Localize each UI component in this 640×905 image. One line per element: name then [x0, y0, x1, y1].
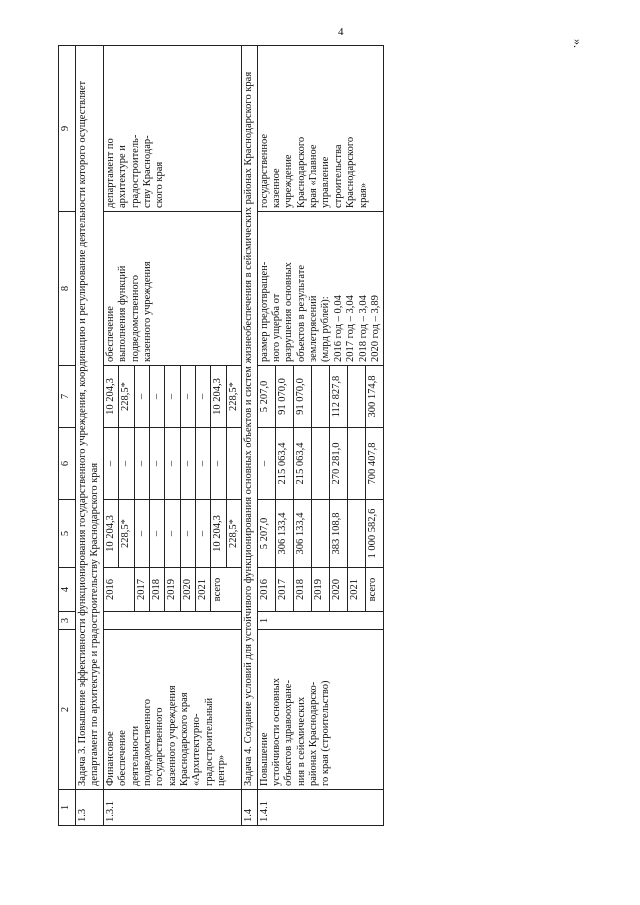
- header-cell: 4: [59, 568, 76, 612]
- value-cell-total: 228,5*: [226, 500, 241, 568]
- value-cell-regional: [347, 366, 365, 428]
- program-measures-table: [58, 45, 384, 826]
- value-cell-regional: –: [134, 366, 149, 428]
- row141-number: 1.4.1: [257, 790, 384, 826]
- header-cell: 8: [59, 212, 76, 366]
- value-cell-federal: 215 063,4: [293, 428, 311, 500]
- row131-number: 1.3.1: [103, 790, 241, 826]
- year-cell: 2019: [165, 568, 180, 612]
- value-cell-total: [347, 500, 365, 568]
- value-cell-regional: 91 070,0: [293, 366, 311, 428]
- value-cell-federal: –: [180, 428, 195, 500]
- row141-executor: государственное казенное учреждение Краснодарского края «Главное управление строительства Краснодарского края»: [257, 46, 384, 212]
- year-cell: 2017: [134, 568, 149, 612]
- row131-name: Финансовое обеспечение деятельности подведомственного государственного казенного учреждения Краснодарского края «Архитектурно- градостроительный центр»: [103, 630, 241, 790]
- value-cell-federal: 215 063,4: [275, 428, 293, 500]
- value-cell-total: –: [196, 500, 211, 568]
- value-cell-federal: –: [149, 428, 164, 500]
- row131-executor: департамент по архитектуре и градостроитель- ству Краснодар- ского края: [103, 46, 241, 212]
- value-cell-total: 306 133,4: [275, 500, 293, 568]
- year-cell: 2020: [329, 568, 347, 612]
- value-cell-federal: –: [134, 428, 149, 500]
- row131-result: обеспечение выполнения функций подведомственного казенного учреждения: [103, 212, 241, 366]
- header-cell: 7: [59, 366, 76, 428]
- header-cell: 9: [59, 46, 76, 212]
- header-cell: 2: [59, 630, 76, 790]
- value-cell-regional: 228,5*: [226, 366, 241, 428]
- year-cell: 2016: [103, 568, 134, 612]
- value-cell-total: –: [180, 500, 195, 568]
- value-cell-total: 10 204,3: [103, 500, 118, 568]
- task3-text: Задача 3. Повышение эффективности функционирования государственного учреждения, координацию и регулирование деятельности которого осуществляет департамент по архитектуре и градостроительству Краснодарского края: [76, 46, 104, 790]
- header-cell: 3: [59, 612, 76, 630]
- value-cell-regional: –: [180, 366, 195, 428]
- year-cell: 2019: [311, 568, 329, 612]
- row141-col3: 1: [257, 612, 384, 630]
- year-cell: 2018: [293, 568, 311, 612]
- value-cell-federal: [311, 428, 329, 500]
- value-cell-federal: –: [103, 428, 118, 500]
- value-cell-total: 306 133,4: [293, 500, 311, 568]
- task3-number: 1.3: [76, 790, 104, 826]
- value-cell-federal: [226, 428, 241, 500]
- table-row: [257, 46, 275, 826]
- row131-col3: [103, 612, 241, 630]
- header-cell: 6: [59, 428, 76, 500]
- value-cell-total: 1 000 582,6: [366, 500, 384, 568]
- value-cell-regional: –: [165, 366, 180, 428]
- task4-row: [242, 46, 257, 826]
- value-cell-federal: –: [165, 428, 180, 500]
- value-cell-regional: [311, 366, 329, 428]
- value-cell-regional: –: [196, 366, 211, 428]
- header-cell: 5: [59, 500, 76, 568]
- value-cell-federal: 700 407,8: [366, 428, 384, 500]
- value-cell-regional: 10 204,3: [103, 366, 118, 428]
- value-cell-federal: –: [196, 428, 211, 500]
- row141-name: Повышение устойчивости основных объектов здравоохране- ния в сейсмических районах Краснодарско- го края (строительство): [257, 630, 384, 790]
- page-number: 4: [338, 26, 344, 38]
- value-cell-total: –: [165, 500, 180, 568]
- value-cell-federal: [347, 428, 365, 500]
- year-cell: 2016: [257, 568, 275, 612]
- value-cell-federal: –: [119, 428, 134, 500]
- value-cell-total: 10 204,3: [211, 500, 226, 568]
- header-cell: 1: [59, 790, 76, 826]
- row141-result: размер предотвращен- ного ущерба от разрушения основных объектов в результате землетрясений (млрд рублей): 2016 год – 0,04 2017 год – 3,04 2018 год – 3,04 2020 год – 3,89: [257, 212, 384, 366]
- value-cell-total: –: [149, 500, 164, 568]
- year-cell: всего: [211, 568, 242, 612]
- value-cell-total: 383 108,8: [329, 500, 347, 568]
- table-row: [103, 46, 118, 826]
- value-cell-federal: –: [257, 428, 275, 500]
- value-cell-total: 5 207,0: [257, 500, 275, 568]
- value-cell-regional: 228,5*: [119, 366, 134, 428]
- value-cell-federal: –: [211, 428, 226, 500]
- header-row: [59, 46, 76, 826]
- task4-number: 1.4: [242, 790, 257, 826]
- value-cell-regional: 5 207,0: [257, 366, 275, 428]
- year-cell: 2021: [196, 568, 211, 612]
- value-cell-total: 228,5*: [119, 500, 134, 568]
- year-cell: 2018: [149, 568, 164, 612]
- closing-quote-mark: ».: [571, 39, 585, 48]
- task4-text: Задача 4. Создание условий для устойчивого функционирования основных объектов и систем жизнеобеспечения в сейсмических районах Краснодарского края: [242, 46, 257, 790]
- rotated-table-container: [58, 46, 588, 826]
- value-cell-regional: 91 070,0: [275, 366, 293, 428]
- value-cell-federal: 270 281,0: [329, 428, 347, 500]
- value-cell-total: –: [134, 500, 149, 568]
- value-cell-regional: –: [149, 366, 164, 428]
- value-cell-regional: 112 827,8: [329, 366, 347, 428]
- year-cell: 2017: [275, 568, 293, 612]
- year-cell: 2021: [347, 568, 365, 612]
- value-cell-total: [311, 500, 329, 568]
- year-cell: 2020: [180, 568, 195, 612]
- task3-row: [76, 46, 104, 826]
- value-cell-regional: 10 204,3: [211, 366, 226, 428]
- value-cell-regional: 300 174,8: [366, 366, 384, 428]
- year-cell: всего: [366, 568, 384, 612]
